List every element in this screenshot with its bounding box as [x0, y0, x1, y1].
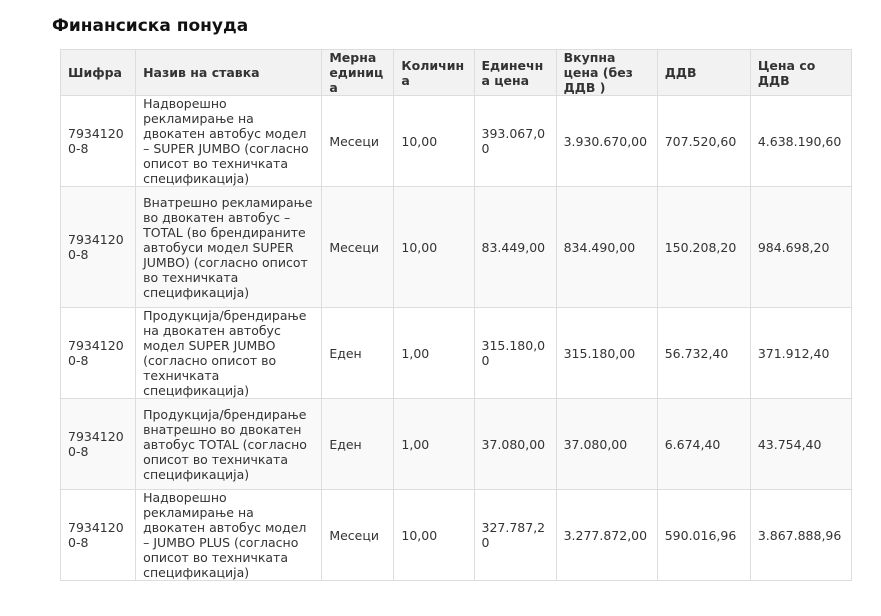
cell-vat: 150.208,20: [657, 187, 750, 308]
table-row: [61, 187, 852, 308]
header-name: Назив на ставка: [136, 50, 322, 96]
cell-vat: 6.674,40: [657, 399, 750, 490]
cell-code: 79341200-8: [61, 96, 136, 187]
cell-unit: Месеци: [322, 96, 394, 187]
financial-offer-table: [60, 49, 852, 581]
cell-unit-price: 315.180,00: [474, 308, 556, 399]
cell-total-no-vat: 3.277.872,00: [556, 490, 657, 581]
table-row: [61, 308, 852, 399]
header-total-with-vat: Цена со ДДВ: [750, 50, 851, 96]
header-code: Шифра: [61, 50, 136, 96]
cell-total-no-vat: 37.080,00: [556, 399, 657, 490]
cell-vat: 590.016,96: [657, 490, 750, 581]
cell-vat: 707.520,60: [657, 96, 750, 187]
page-title: Финансиска понуда: [52, 16, 249, 36]
header-unit-price: Единечна цена: [474, 50, 556, 96]
cell-name: Внатрешно рекламирање во двокатен автобус – TOTAL (во брендираните автобуси модел SUPER JUMBO) (согласно описот во техничката спецификација): [136, 187, 322, 308]
cell-total-no-vat: 315.180,00: [556, 308, 657, 399]
financial-offer-table-container: [60, 49, 852, 581]
header-quantity: Количина: [394, 50, 474, 96]
cell-name: Надворешно рекламирање на двокатен автобус модел – JUMBO PLUS (согласно описот во техничката спецификација): [136, 490, 322, 581]
cell-quantity: 10,00: [394, 490, 474, 581]
header-vat: ДДВ: [657, 50, 750, 96]
header-unit: Мерна единица: [322, 50, 394, 96]
cell-code: 79341200-8: [61, 187, 136, 308]
cell-total-with-vat: 43.754,40: [750, 399, 851, 490]
cell-total-with-vat: 984.698,20: [750, 187, 851, 308]
table-row: [61, 399, 852, 490]
cell-name: Продукција/брендирање на двокатен автобус модел SUPER JUMBO (согласно описот во техничката спецификација): [136, 308, 322, 399]
cell-unit: Еден: [322, 308, 394, 399]
table-row: [61, 490, 852, 581]
cell-name: Надворешно рекламирање на двокатен автобус модел – SUPER JUMBO (согласно описот во техничката спецификација): [136, 96, 322, 187]
cell-total-with-vat: 4.638.190,60: [750, 96, 851, 187]
cell-vat: 56.732,40: [657, 308, 750, 399]
cell-code: 79341200-8: [61, 308, 136, 399]
cell-quantity: 1,00: [394, 308, 474, 399]
cell-total-no-vat: 834.490,00: [556, 187, 657, 308]
cell-unit: Еден: [322, 399, 394, 490]
cell-total-no-vat: 3.930.670,00: [556, 96, 657, 187]
cell-unit-price: 393.067,00: [474, 96, 556, 187]
cell-unit-price: 37.080,00: [474, 399, 556, 490]
cell-quantity: 10,00: [394, 187, 474, 308]
cell-unit: Месеци: [322, 187, 394, 308]
header-total-no-vat: Вкупна цена (без ДДВ ): [556, 50, 657, 96]
cell-unit-price: 327.787,20: [474, 490, 556, 581]
cell-quantity: 1,00: [394, 399, 474, 490]
table-header-row: [61, 50, 852, 96]
table-row: [61, 96, 852, 187]
cell-unit: Месеци: [322, 490, 394, 581]
cell-total-with-vat: 371.912,40: [750, 308, 851, 399]
cell-total-with-vat: 3.867.888,96: [750, 490, 851, 581]
cell-code: 79341200-8: [61, 490, 136, 581]
cell-name: Продукција/брендирање внатрешно во двокатен автобус TOTAL (согласно описот во техничката спецификација): [136, 399, 322, 490]
cell-code: 79341200-8: [61, 399, 136, 490]
cell-unit-price: 83.449,00: [474, 187, 556, 308]
cell-quantity: 10,00: [394, 96, 474, 187]
